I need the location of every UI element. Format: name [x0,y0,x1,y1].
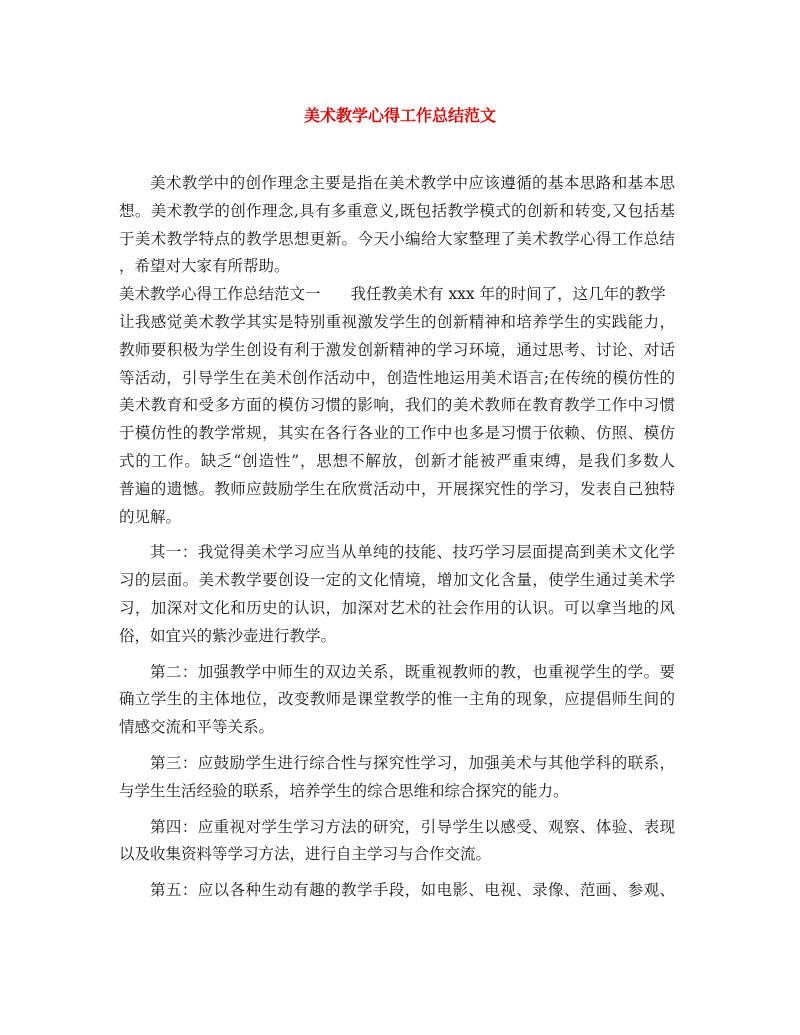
text-line: 美术教学中的创作理念主要是指在美术教学中应该遵循的基本思路和基本思 [150,174,675,192]
point4-paragraph [119,814,675,870]
point1-paragraph [119,539,675,650]
text-line: 教师要积极为学生创设有利于激发创新精神的学习环境，通过思考、讨论、对话 [119,340,675,359]
text-line: 俗，如宜兴的紫沙壶进行教学。 [119,626,337,645]
text-line: 于模仿性的教学常规，其实在各行各业的工作中也多是习惯于依赖、仿照、模仿 [119,424,675,443]
text-line: 等活动，引导学生在美术创作活动中，创造性地运用美术语言;在传统的模仿性的 [119,368,675,387]
section1-first-line [119,281,675,309]
document-body [119,170,675,905]
paragraph-gap [119,531,675,539]
text-line: 普遍的遗憾。教师应鼓励学生在欣赏活动中，开展探究性的学习，发表自己独特 [119,479,675,498]
paragraph-gap [119,742,675,750]
section-heading: 美术教学心得工作总结范文一 [119,285,321,304]
intro-paragraph [119,170,675,281]
document-title: 美术教学心得工作总结范文 [303,106,496,125]
text-line: 想。美术教学的创作理念,具有多重意义,既包括教学模式的创新和转变,又包括基 [119,201,675,220]
text-line: 的见解。 [119,507,182,526]
text-line: 习的层面。美术教学要创设一定的文化情境，增加文化含量，使学生通过美术学 [119,571,675,590]
point2-paragraph [119,659,675,742]
paragraph-gap [119,806,675,814]
text-line: 第五：应以各种生动有趣的教学手段，如电影、电视、录像、范画、参观、 [150,881,675,900]
point5-paragraph [119,877,675,905]
text-line: 让我感觉美术教学其实是特别重视激发学生的创新精神和培养学生的实践能力， [119,312,675,331]
section1-paragraph [119,281,675,531]
text-line: 式的工作。缺乏“创造性”，思想不解放，创新才能被严重束缚，是我们多数人 [119,451,675,470]
section1-opening-text: 我任教美术有 xxx 年的时间了，这几年的教学 [350,285,666,304]
text-line: ，希望对大家有所帮助。 [119,257,290,276]
text-line: 其一：我觉得美术学习应当从单纯的技能、技巧学习层面提高到美术文化学 [150,543,675,562]
text-line: 于美术教学特点的教学思想更新。今天小编给大家整理了美术教学心得工作总结 [119,229,675,248]
text-line: 习，加深对文化和历史的认识，加深对艺术的社会作用的认识。可以拿当地的风 [119,598,675,617]
text-line: 美术教育和受多方面的模仿习惯的影响，我们的美术教师在教育教学工作中习惯 [119,396,675,415]
paragraph-gap [119,651,675,659]
text-line: 第三：应鼓励学生进行综合性与探究性学习，加强美术与其他学科的联系， [150,753,675,772]
text-line: 与学生生活经验的联系，培养学生的综合思维和综合探究的能力。 [119,781,569,800]
text-line: 第四：应重视对学生学习方法的研究，引导学生以感受、观察、体验、表现 [150,817,675,836]
text-line: 情感交流和平等关系。 [119,718,275,737]
text-line: 第二：加强教学中师生的双边关系，既重视教师的教，也重视学生的学。要 [150,662,675,681]
text-line: 以及收集资料等学习方法，进行自主学习与合作交流。 [119,845,492,864]
paragraph-gap [119,869,675,877]
point3-paragraph [119,750,675,806]
text-line: 确立学生的主体地位，改变教师是课堂教学的惟一主角的现象，应提倡师生间的 [119,690,675,709]
